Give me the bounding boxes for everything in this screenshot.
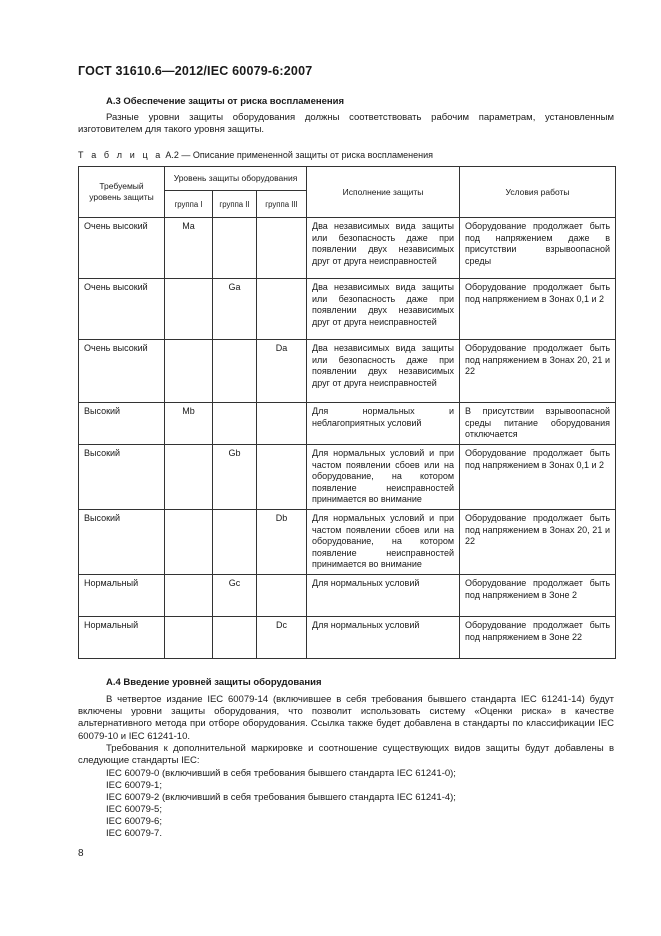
section-a4-paragraph-2: Требования к дополнительной маркировке и соотношение существующих видов защиты будут добавлены в следующие стандарты IEC: [78, 743, 614, 767]
cell-protection-level: Очень высокий [79, 340, 165, 403]
cell-protection-description: Два независимых вида защиты или безопасность даже при появлении двух независимых друг от друга неисправностей [307, 340, 460, 403]
table-row [79, 340, 616, 403]
section-a4-title: А.4 Введение уровней защиты оборудования [106, 677, 322, 688]
cell-operating-conditions: Оборудование продолжает быть под напряжением даже в присутствии взрывоопасной среды [460, 218, 616, 279]
cell-group-2-level [213, 616, 257, 658]
cell-group-3-level [257, 445, 307, 510]
cell-protection-description: Для нормальных и неблагоприятных условий [307, 403, 460, 445]
header-protection: Исполнение защиты [307, 167, 460, 218]
section-a3-paragraph: Разные уровни защиты оборудования должны соответствовать рабочим параметрам, установленным изготовителем для такого уровня защиты. [78, 112, 614, 136]
cell-protection-level: Очень высокий [79, 218, 165, 279]
header-equipment-level: Уровень защиты оборудования [165, 167, 307, 191]
standards-list-item: IEC 60079-0 (включивший в себя требования бывшего стандарта IEC 61241-0); [106, 768, 456, 779]
cell-group-2-level: Gb [213, 445, 257, 510]
header-group-2: группа II [213, 191, 257, 218]
table-row [79, 445, 616, 510]
cell-group-2-level: Ga [213, 279, 257, 340]
table-caption [78, 150, 433, 160]
table-row [79, 616, 616, 658]
cell-protection-level: Очень высокий [79, 279, 165, 340]
standards-list-item: IEC 60079-6; [106, 816, 162, 827]
header-required-level: Требуемый уровень защиты [79, 167, 165, 218]
standards-list-item: IEC 60079-7. [106, 828, 162, 839]
cell-protection-level: Нормальный [79, 574, 165, 616]
protection-table [78, 166, 616, 659]
cell-group-1-level [165, 574, 213, 616]
cell-protection-level: Высокий [79, 509, 165, 574]
table-row [79, 509, 616, 574]
cell-group-3-level [257, 574, 307, 616]
cell-protection-description: Для нормальных условий [307, 574, 460, 616]
cell-operating-conditions: Оборудование продолжает быть под напряжением в Зонах 20, 21 и 22 [460, 509, 616, 574]
table-body [79, 218, 616, 659]
document-header: ГОСТ 31610.6—2012/IEC 60079-6:2007 [78, 64, 313, 78]
cell-group-3-level [257, 218, 307, 279]
cell-group-1-level [165, 445, 213, 510]
cell-protection-description: Для нормальных условий и при частом появлении сбоев или на оборудование, на котором появление неисправностей принимается во внимание [307, 445, 460, 510]
cell-group-1-level [165, 279, 213, 340]
cell-operating-conditions: Оборудование продолжает быть под напряжением в Зоне 22 [460, 616, 616, 658]
cell-protection-description: Два независимых вида защиты или безопасность даже при появлении двух независимых друг от друга неисправностей [307, 279, 460, 340]
cell-group-2-level [213, 509, 257, 574]
page-number: 8 [78, 848, 84, 859]
cell-protection-description: Для нормальных условий и при частом появлении сбоев или на оборудование, на котором появление неисправностей принимается во внимание [307, 509, 460, 574]
table-row [79, 218, 616, 279]
cell-group-2-level: Gc [213, 574, 257, 616]
cell-group-1-level [165, 340, 213, 403]
cell-group-3-level [257, 279, 307, 340]
standards-list-item: IEC 60079-1; [106, 780, 162, 791]
cell-group-2-level [213, 218, 257, 279]
cell-group-3-level: Db [257, 509, 307, 574]
cell-group-2-level [213, 403, 257, 445]
header-group-3: группа III [257, 191, 307, 218]
section-a3-title: А.3 Обеспечение защиты от риска воспламенения [106, 96, 344, 107]
header-group-1: группа I [165, 191, 213, 218]
cell-group-3-level [257, 403, 307, 445]
cell-operating-conditions: В присутствии взрывоопасной среды питание оборудования отключается [460, 403, 616, 445]
cell-protection-level: Нормальный [79, 616, 165, 658]
cell-operating-conditions: Оборудование продолжает быть под напряжением в Зоне 2 [460, 574, 616, 616]
cell-protection-level: Высокий [79, 445, 165, 510]
table-caption-prefix: Т а б л и ц а [78, 150, 163, 160]
cell-group-3-level: Da [257, 340, 307, 403]
cell-operating-conditions: Оборудование продолжает быть под напряжением в Зонах 0,1 и 2 [460, 445, 616, 510]
standards-list-item: IEC 60079-5; [106, 804, 162, 815]
header-conditions: Условия работы [460, 167, 616, 218]
table-row [79, 574, 616, 616]
cell-group-1-level [165, 509, 213, 574]
cell-operating-conditions: Оборудование продолжает быть под напряжением в Зонах 20, 21 и 22 [460, 340, 616, 403]
cell-group-1-level: Mb [165, 403, 213, 445]
cell-group-1-level [165, 616, 213, 658]
table-row [79, 403, 616, 445]
cell-operating-conditions: Оборудование продолжает быть под напряжением в Зонах 0,1 и 2 [460, 279, 616, 340]
cell-protection-description: Для нормальных условий [307, 616, 460, 658]
section-a4-paragraph-1: В четвертое издание IEC 60079-14 (включившее в себя требования бывшего стандарта IEC 61241-14) будут включены уровни защиты оборудования, что позволит использовать систему «Оценки риска» в качестве альтернативного метода при отборе оборудования. Ссылка также будет добавлена в стандарты по классификации IEC 60079-10 и IEC 61241-10. [78, 694, 614, 742]
cell-protection-description: Два независимых вида защиты или безопасность даже при появлении двух независимых друг от друга неисправностей [307, 218, 460, 279]
cell-group-3-level: Dc [257, 616, 307, 658]
standards-list-item: IEC 60079-2 (включивший в себя требования бывшего стандарта IEC 61241-4); [106, 792, 456, 803]
table-row [79, 279, 616, 340]
cell-protection-level: Высокий [79, 403, 165, 445]
cell-group-2-level [213, 340, 257, 403]
table-caption-text: А.2 — Описание примененной защиты от риска воспламенения [162, 150, 433, 160]
cell-group-1-level: Ma [165, 218, 213, 279]
